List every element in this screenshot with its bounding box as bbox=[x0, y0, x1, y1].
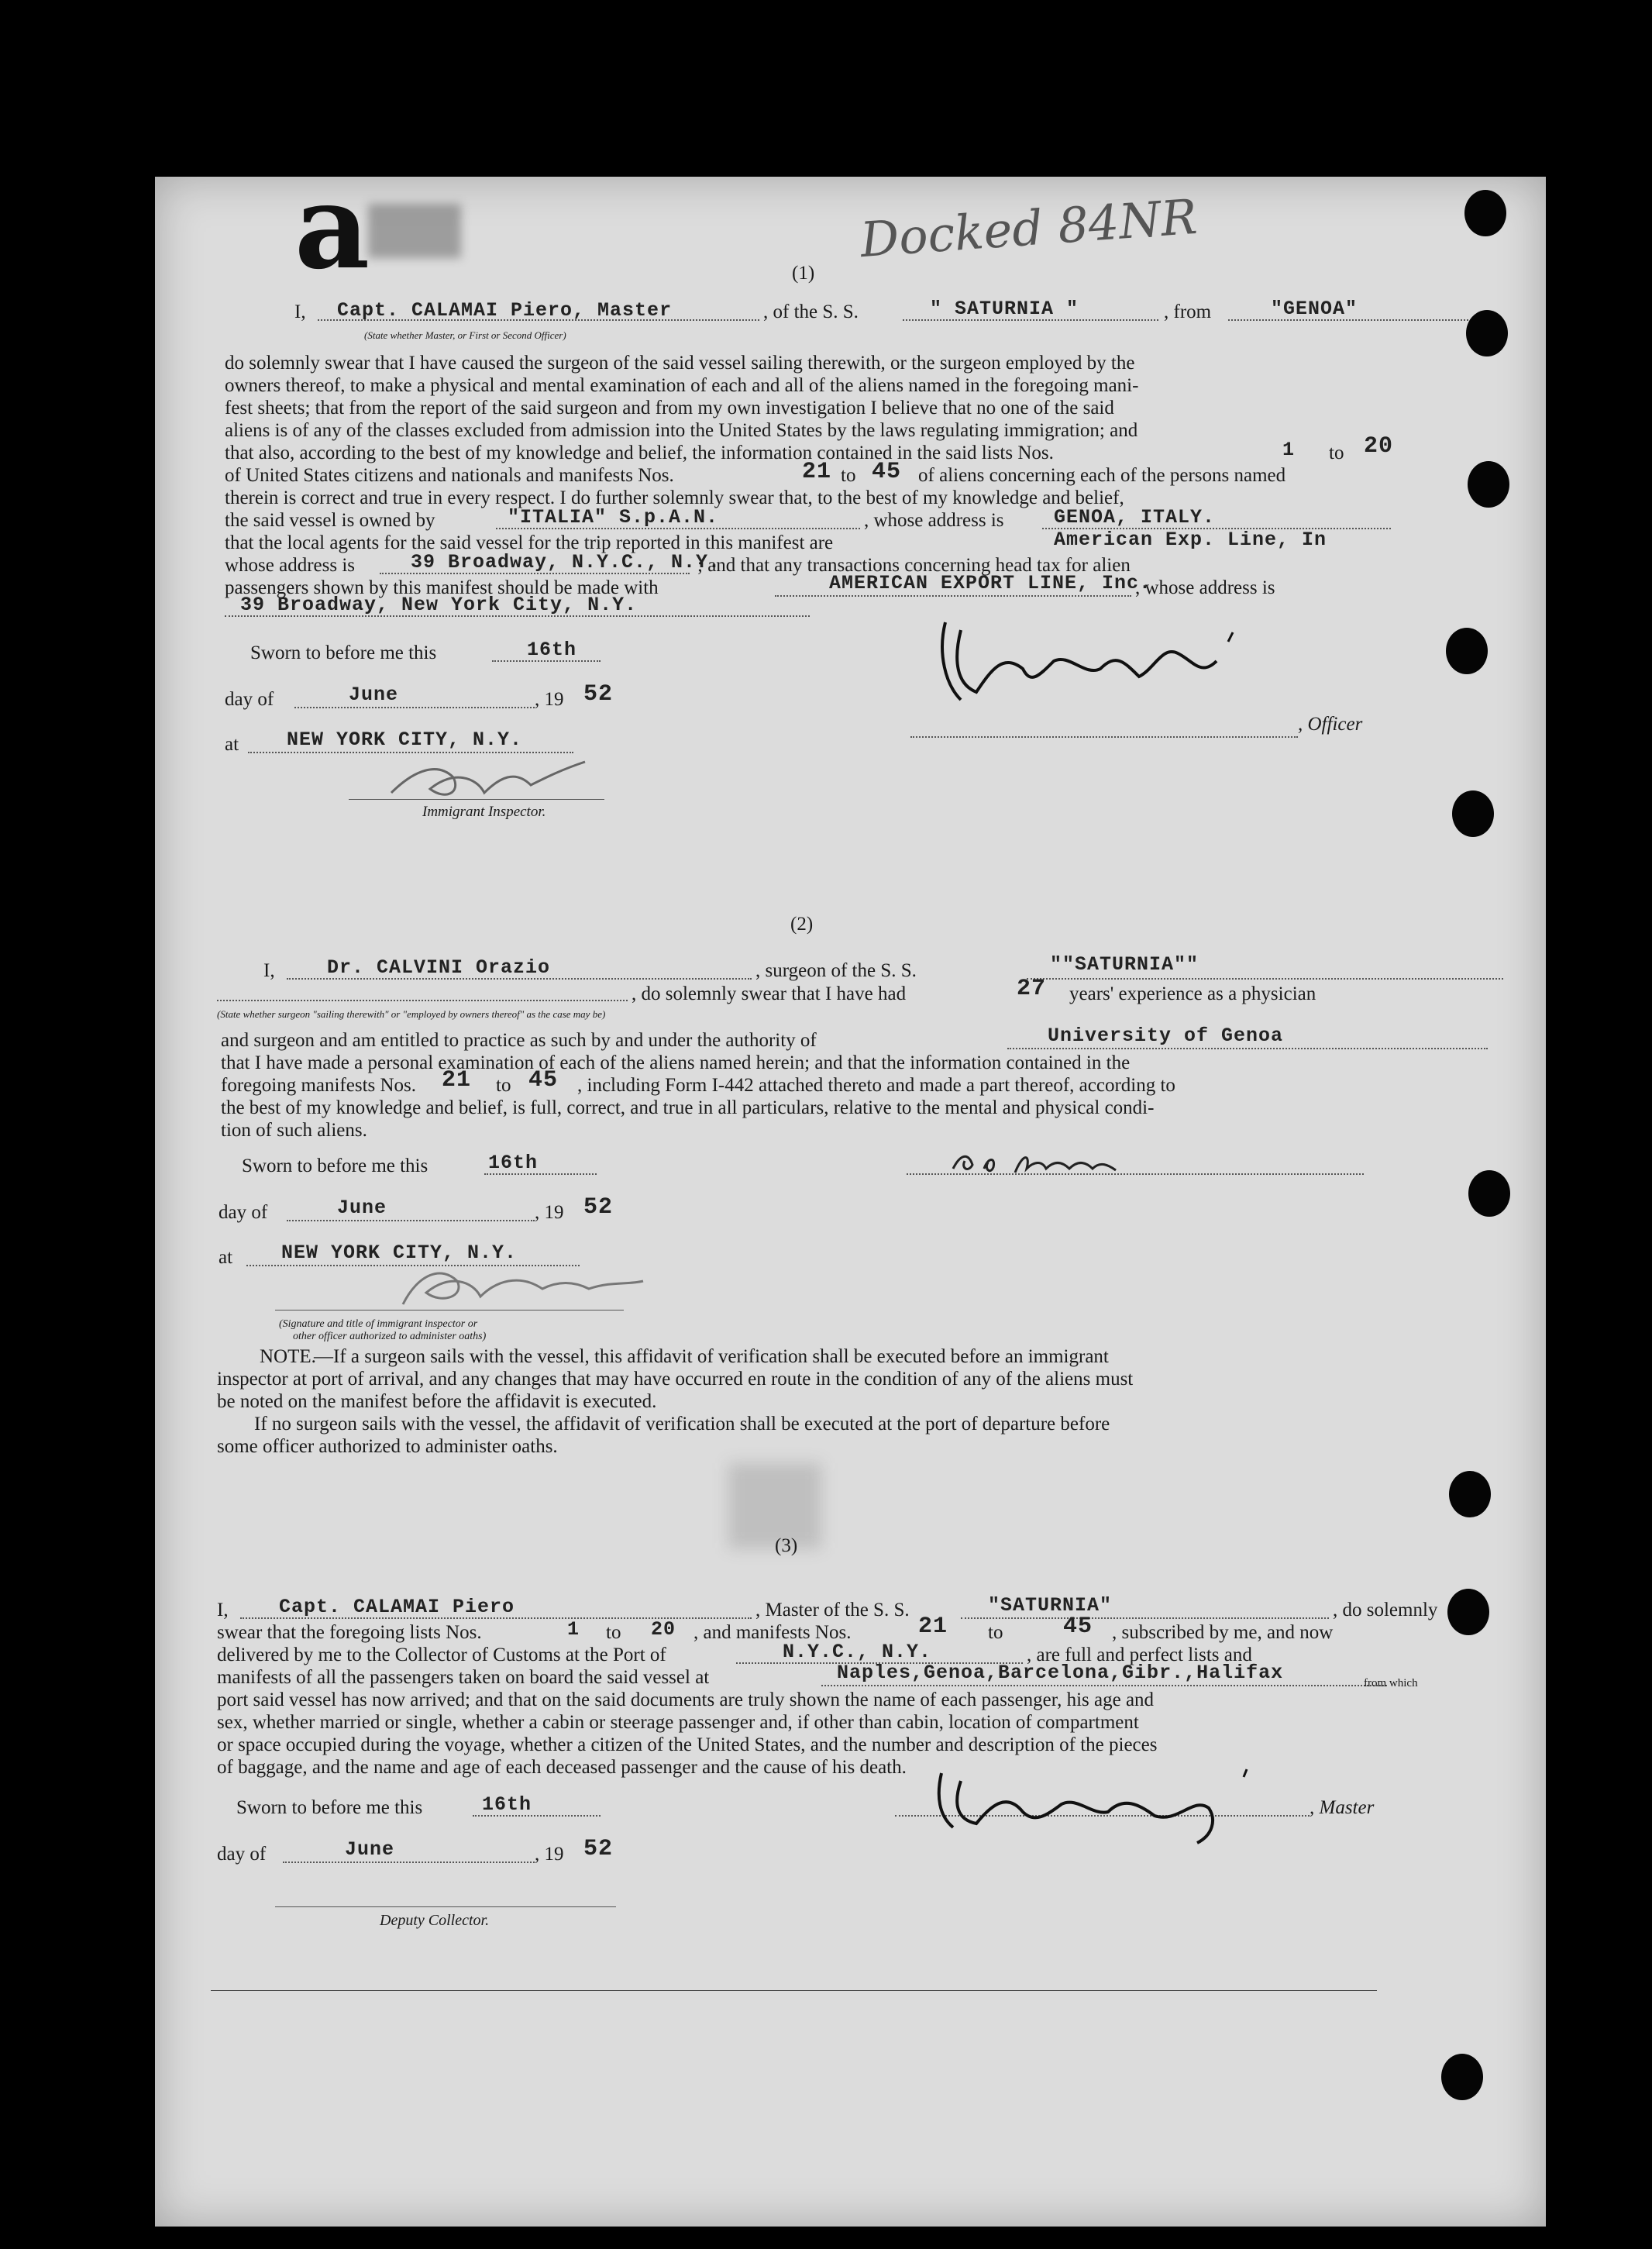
s3-solemnly: , do solemnly bbox=[1333, 1600, 1438, 1620]
s1-line-5: of United States citizens and nationals and manifests Nos. bbox=[225, 465, 674, 486]
s3-line3-a: delivered by me to the Collector of Customs at the Port of bbox=[217, 1645, 666, 1665]
s3-sworn-day: 16th bbox=[482, 1793, 532, 1816]
note-line-0: —If a surgeon sails with the vessel, this affidavit of verification shall be executed before an immigrant bbox=[314, 1346, 1109, 1367]
s3-line2-b: , and manifests Nos. bbox=[693, 1622, 852, 1643]
section-3-number: (3) bbox=[775, 1535, 798, 1556]
s2-years: 27 bbox=[1017, 976, 1047, 1002]
s1-owner: "ITALIA" S.p.A.N. bbox=[508, 506, 719, 529]
s3-manifests-from: 21 bbox=[918, 1614, 948, 1640]
s1-line-0: do solemnly swear that I have caused the surgeon of the said vessel sailing therewith, or the surgeon employed by the bbox=[225, 353, 1135, 374]
s3-line-0: port said vessel has now arrived; and that on the said documents are truly shown the name of each passenger, his age and bbox=[217, 1689, 1155, 1710]
s1-head-tax-address: 39 Broadway, New York City, N.Y. bbox=[240, 594, 638, 616]
handwritten-note: Docked 84NR bbox=[858, 188, 1199, 269]
s2-authority-text: and surgeon and am entitled to practice as such by and under the authority of bbox=[221, 1030, 817, 1051]
s1-place: NEW YORK CITY, N.Y. bbox=[287, 728, 523, 751]
s1-line-7: the said vessel is owned by bbox=[225, 510, 435, 531]
note-label: NOTE. bbox=[260, 1346, 316, 1367]
s2-ship: ""SATURNIA"" bbox=[1050, 953, 1199, 976]
manifest-page bbox=[155, 159, 1546, 2227]
s2-swear-text: , do solemnly swear that I have had bbox=[632, 983, 907, 1004]
s1-line-9: whose address is bbox=[225, 555, 356, 576]
s1-head-tax-agent: AMERICAN EXPORT LINE, Inc. bbox=[829, 572, 1152, 594]
punch-hole bbox=[1452, 790, 1494, 837]
s3-master-of: , Master of the S. S. bbox=[755, 1600, 910, 1620]
s3-lists-to-word: to bbox=[606, 1622, 621, 1643]
s1-line-4: that also, according to the best of my knowledge and belief, the information contained in the said lists Nos. bbox=[225, 443, 1054, 463]
master-signature-1 bbox=[930, 607, 1255, 715]
s1-line-3: aliens is of any of the classes excluded from admission into the United States by the laws regulating immigration; and bbox=[225, 420, 1138, 441]
s3-lists-to: 20 bbox=[651, 1618, 676, 1641]
s1-manifests-to: 45 bbox=[872, 459, 902, 485]
s3-from-which: from which bbox=[1364, 1677, 1418, 1689]
s1-officer-label: , Officer bbox=[1298, 714, 1363, 735]
s3-lists-from: 1 bbox=[567, 1618, 580, 1641]
s2-sworn-label: Sworn to before me this bbox=[242, 1155, 428, 1176]
s3-port: N.Y.C., N.Y. bbox=[783, 1641, 932, 1663]
section-2-number: (2) bbox=[790, 914, 814, 935]
s3-line-2: or space occupied during the voyage, whether a citizen of the United States, and the number and description of the pieces bbox=[217, 1734, 1158, 1755]
punch-hole bbox=[1447, 1589, 1489, 1635]
s3-month: June bbox=[345, 1838, 395, 1861]
s3-collector-label: Deputy Collector. bbox=[380, 1912, 490, 1929]
note-line-1: inspector at port of arrival, and any changes that may have occurred en route in the condition of any of the aliens must bbox=[217, 1369, 1134, 1390]
bottom-rule bbox=[211, 1990, 1377, 1991]
s3-intro: I, bbox=[217, 1600, 229, 1620]
s2-manifests-from: 21 bbox=[442, 1067, 472, 1094]
s2-surgeon-name: Dr. CALVINI Orazio bbox=[327, 956, 551, 979]
s2-sworn-day: 16th bbox=[488, 1152, 539, 1174]
s3-manifests-to-word: to bbox=[988, 1622, 1003, 1643]
s1-line-2: fest sheets; that from the report of the said surgeon and from my own investigation I believe that no one of the said bbox=[225, 398, 1114, 418]
s1-head-tax-tail: , whose address is bbox=[1135, 577, 1275, 598]
s1-lists-to: 20 bbox=[1364, 433, 1394, 460]
s1-line-1: owners thereof, to make a physical and mental examination of each and all of the aliens named in the foregoing mani- bbox=[225, 375, 1139, 396]
s3-line2-c: , subscribed by me, and now bbox=[1112, 1622, 1334, 1643]
s1-owner-address-label: , whose address is bbox=[864, 510, 1004, 531]
note-line-3: If no surgeon sails with the vessel, the affidavit of verification shall be executed at the port of departure before bbox=[254, 1414, 1110, 1434]
note-line-2: be noted on the manifest before the affidavit is executed. bbox=[217, 1391, 657, 1412]
s1-at-label: at bbox=[225, 734, 239, 755]
punch-hole bbox=[1449, 1471, 1491, 1517]
s3-manifests-to: 45 bbox=[1063, 1614, 1093, 1640]
s1-inspector-label: Immigrant Inspector. bbox=[422, 804, 546, 820]
s2-month: June bbox=[337, 1197, 387, 1219]
s2-years-tail: years' experience as a physician bbox=[1069, 983, 1316, 1004]
surgeon-signature bbox=[945, 1138, 1178, 1184]
s1-agents-address: 39 Broadway, N.Y.C., N.Y. bbox=[411, 551, 721, 573]
s2-year-prefix: , 19 bbox=[535, 1202, 564, 1223]
s1-port: "GENOA" bbox=[1271, 298, 1358, 320]
s2-manifests-tail: , including Form I-442 attached thereto and made a part thereof, according to bbox=[577, 1075, 1175, 1096]
s1-from-label: , from bbox=[1164, 301, 1212, 322]
s3-line2-a: swear that the foregoing lists Nos. bbox=[217, 1622, 482, 1643]
s1-agents-tail: ; and that any transactions concerning head tax for alien bbox=[697, 555, 1131, 576]
s1-line-6: therein is correct and true in every respect. I do further solemnly swear that, to the best of my knowledge and belief, bbox=[225, 487, 1124, 508]
s2-surgeon-of: , surgeon of the S. S. bbox=[755, 960, 917, 981]
s3-day-of-label: day of bbox=[217, 1844, 267, 1865]
s2-caption: (State whether surgeon "sailing therewith" or "employed by owners thereof" as the case may be) bbox=[217, 1008, 606, 1020]
s1-line-10: passengers shown by this manifest should be made with bbox=[225, 577, 659, 598]
s2-year: 52 bbox=[583, 1194, 614, 1221]
s2-signature-caption-2: other officer authorized to administer oaths) bbox=[293, 1331, 487, 1342]
stamp-smudge bbox=[368, 204, 461, 258]
s3-line-1: sex, whether married or single, whether a cabin or steerage passenger and, if other than cabin, location of compartment bbox=[217, 1712, 1139, 1733]
punch-hole bbox=[1464, 190, 1506, 236]
s3-line3-b: , are full and perfect lists and bbox=[1027, 1645, 1252, 1665]
s1-master-name: Capt. CALAMAI Piero, Master bbox=[337, 299, 673, 322]
punch-hole bbox=[1466, 310, 1508, 356]
punch-hole bbox=[1468, 1170, 1510, 1217]
s1-lists-to-word: to bbox=[1329, 443, 1344, 463]
s3-master-name: Capt. CALAMAI Piero bbox=[279, 1596, 515, 1618]
s3-line-3: of baggage, and the name and age of each deceased passenger and the cause of his death. bbox=[217, 1757, 907, 1778]
s1-sworn-day: 16th bbox=[527, 639, 577, 661]
master-signature-3 bbox=[930, 1750, 1279, 1851]
punch-hole bbox=[1468, 461, 1509, 508]
punch-hole bbox=[1441, 2054, 1483, 2100]
s1-manifests-to-word: to bbox=[841, 465, 856, 486]
s2-line-0: that I have made a personal examination of each of the aliens named herein; and that the information contained in the bbox=[221, 1052, 1131, 1073]
s1-agents: American Exp. Line, In bbox=[1054, 529, 1327, 551]
s2-line-1: foregoing manifests Nos. bbox=[221, 1075, 417, 1096]
s1-of-ss: , of the S. S. bbox=[763, 301, 859, 322]
s2-line-2: the best of my knowledge and belief, is full, correct, and true in all particulars, relative to the mental and physical condi- bbox=[221, 1097, 1155, 1118]
s2-manifests-to: 45 bbox=[528, 1067, 559, 1094]
s3-ship: "SATURNIA" bbox=[988, 1594, 1113, 1617]
s1-month: June bbox=[349, 684, 399, 706]
s3-sworn-label: Sworn to before me this bbox=[236, 1797, 423, 1818]
s2-at-label: at bbox=[219, 1247, 233, 1268]
s3-ports: Naples,Genoa,Barcelona,Gibr.,Halifax bbox=[837, 1662, 1284, 1684]
s2-intro: I, bbox=[263, 960, 275, 981]
punch-hole bbox=[1446, 628, 1488, 674]
s2-place: NEW YORK CITY, N.Y. bbox=[281, 1242, 518, 1264]
s2-day-of-label: day of bbox=[219, 1202, 268, 1223]
s2-line-3: tion of such aliens. bbox=[221, 1120, 367, 1141]
s1-manifests-from: 21 bbox=[802, 459, 832, 485]
s2-manifests-to-word: to bbox=[496, 1075, 511, 1096]
s1-ship: " SATURNIA " bbox=[930, 298, 1079, 320]
s1-intro: I, bbox=[294, 301, 306, 322]
s2-signature-caption-1: (Signature and title of immigrant inspector or bbox=[279, 1318, 478, 1330]
note-line-4: some officer authorized to administer oaths. bbox=[217, 1436, 558, 1457]
s1-manifests-tail: of aliens concerning each of the persons named bbox=[918, 465, 1286, 486]
section-1-number: (1) bbox=[792, 263, 815, 284]
s1-line-8: that the local agents for the said vessel for the trip reported in this manifest are bbox=[225, 532, 834, 553]
s1-lists-from: 1 bbox=[1282, 439, 1296, 461]
s1-year-prefix: , 19 bbox=[535, 689, 564, 710]
s1-caption: (State whether Master, or First or Second Officer) bbox=[364, 329, 566, 341]
s1-day-of-label: day of bbox=[225, 689, 274, 710]
s3-line4-a: manifests of all the passengers taken on board the said vessel at bbox=[217, 1667, 710, 1688]
s2-university: University of Genoa bbox=[1048, 1025, 1284, 1047]
s3-year: 52 bbox=[583, 1836, 614, 1862]
stamp-letter: a bbox=[294, 159, 370, 295]
s3-master-label: , Master bbox=[1310, 1797, 1375, 1818]
s1-year: 52 bbox=[583, 681, 614, 708]
s1-owner-address: GENOA, ITALY. bbox=[1054, 506, 1216, 529]
s1-sworn-label: Sworn to before me this bbox=[250, 642, 437, 663]
s3-year-prefix: , 19 bbox=[535, 1844, 564, 1865]
